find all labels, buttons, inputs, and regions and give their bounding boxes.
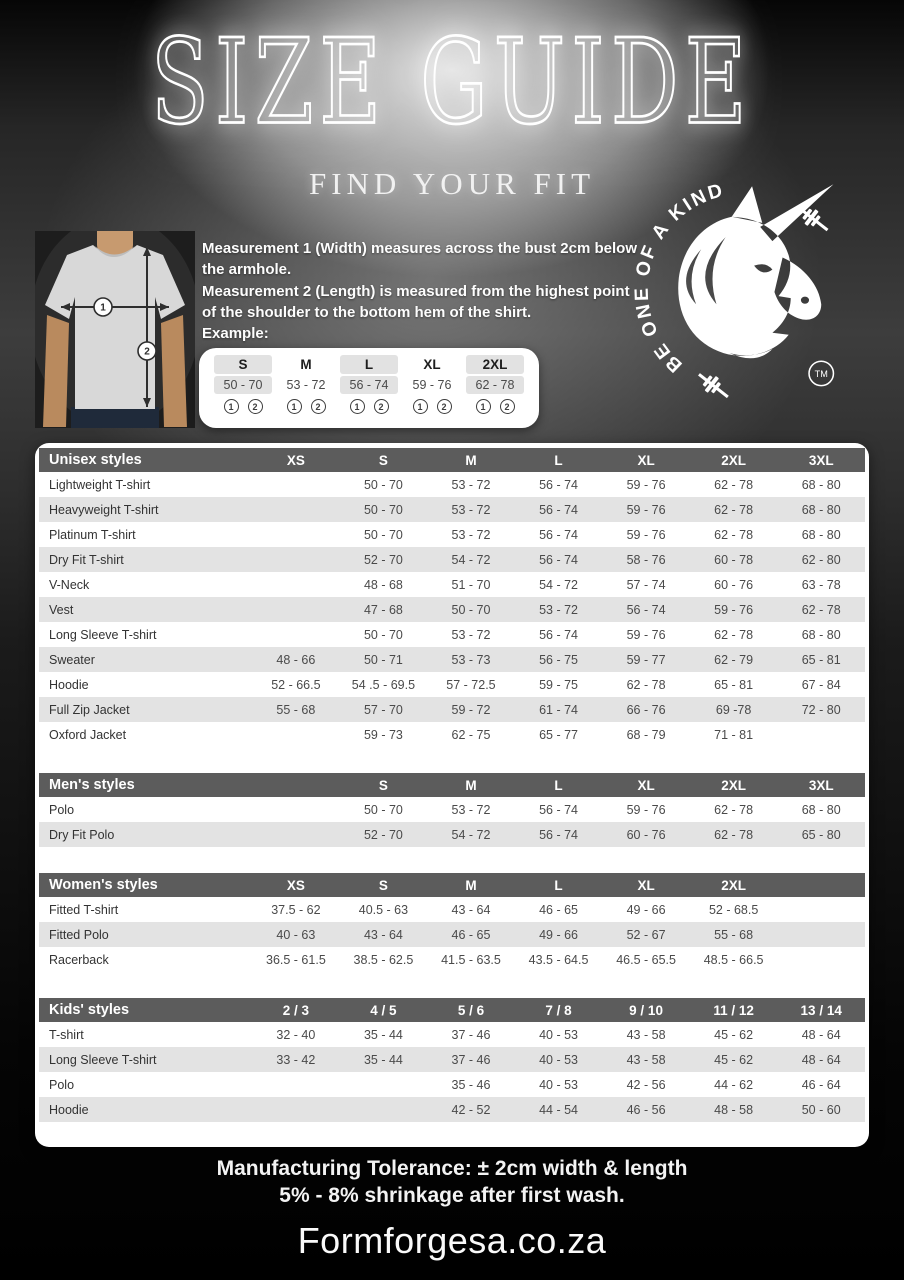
size-range-cell: 56 - 74	[539, 502, 578, 517]
example-size-label: S	[214, 355, 272, 374]
size-range-cell	[252, 497, 340, 522]
size-range-cell: 48 - 66	[276, 652, 316, 667]
size-range-cell: 40 - 63	[276, 927, 316, 942]
table-title: Unisex styles	[39, 448, 252, 472]
example-markers	[476, 399, 515, 414]
measurement-marker: 1	[413, 399, 428, 414]
table-row	[39, 822, 865, 847]
size-range-cell: 62 - 78	[714, 827, 754, 842]
size-range-cell	[252, 522, 340, 547]
column-header: 2 / 3	[252, 998, 340, 1022]
size-range-cell: 46 - 64	[801, 1077, 841, 1092]
size-range-cell: 65 - 81	[801, 652, 841, 667]
page-title-text: SIZE GUIDE	[151, 13, 753, 151]
size-range-cell: 43 - 64	[363, 927, 403, 942]
size-range-cell	[777, 947, 865, 972]
size-range-cell	[777, 722, 865, 747]
page-subtitle: FIND YOUR FIT	[308, 166, 596, 201]
measurement-marker: 2	[311, 399, 326, 414]
trademark-badge	[809, 361, 833, 385]
row-label: Heavyweight T-shirt	[49, 502, 159, 517]
row-label: Dry Fit T-shirt	[49, 552, 124, 567]
size-range-cell: 62 - 80	[801, 552, 841, 567]
left-arm	[43, 315, 69, 427]
example-size-range: 56 - 74	[340, 376, 398, 394]
footer	[0, 1154, 904, 1262]
size-range-cell: 62 - 79	[714, 652, 754, 667]
size-range-cell: 49 - 66	[539, 927, 578, 942]
table-row	[39, 947, 865, 972]
row-label: Fitted Polo	[49, 927, 109, 942]
unicorn-logo	[630, 172, 866, 408]
column-header: M	[427, 448, 515, 472]
size-range-cell	[252, 622, 340, 647]
size-range-cell: 36.5 - 61.5	[266, 952, 326, 967]
row-label: Racerback	[49, 952, 109, 967]
instruction-line-1: Measurement 1 (Width) measures across the bust 2cm below the armhole.	[202, 240, 637, 279]
column-header: L	[515, 873, 603, 897]
size-range-cell: 43 - 64	[451, 902, 491, 917]
size-range-cell: 53 - 72	[451, 627, 491, 642]
size-range-cell: 38.5 - 62.5	[353, 952, 414, 967]
size-range-cell	[340, 1072, 428, 1097]
size-range-cell: 53 - 72	[451, 802, 491, 817]
size-range-cell	[252, 797, 340, 822]
measurement-marker: 1	[476, 399, 491, 414]
measurement-marker: 1	[224, 399, 239, 414]
table-row	[39, 1072, 865, 1097]
column-header: 7 / 8	[515, 998, 603, 1022]
size-range-cell: 50 - 70	[451, 602, 491, 617]
table-row	[39, 522, 865, 547]
table-header-row	[39, 998, 865, 1022]
dumbbell-icon	[693, 367, 733, 404]
size-range-cell: 40 - 53	[539, 1052, 578, 1067]
shrinkage-note: 5% - 8% shrinkage after first wash.	[279, 1184, 625, 1207]
size-range-cell: 59 - 76	[626, 527, 666, 542]
column-header: 9 / 10	[602, 998, 690, 1022]
size-range-cell: 65 - 80	[801, 827, 841, 842]
size-table-womens	[39, 873, 865, 972]
size-range-cell: 69 -78	[715, 702, 752, 717]
table-row	[39, 647, 865, 672]
size-range-cell: 42 - 52	[451, 1102, 491, 1117]
size-range-cell: 33 - 42	[276, 1052, 316, 1067]
table-row	[39, 572, 865, 597]
size-range-cell: 59 - 76	[626, 502, 666, 517]
size-range-cell: 46.5 - 65.5	[616, 952, 676, 967]
tshirt-measurement-photo	[35, 231, 195, 428]
column-header	[777, 873, 865, 897]
column-header: 5 / 6	[427, 998, 515, 1022]
measurement-marker: 2	[248, 399, 263, 414]
page-title	[0, 13, 904, 151]
row-label: Polo	[49, 1077, 75, 1092]
size-table-mens	[39, 773, 865, 847]
size-range-cell: 40.5 - 63	[358, 902, 409, 917]
example-size-card	[199, 348, 539, 428]
example-markers	[413, 399, 452, 414]
size-range-cell: 62 - 78	[626, 677, 666, 692]
size-range-cell: 51 - 70	[451, 577, 491, 592]
row-label: Sweater	[49, 652, 95, 667]
measurement-marker: 2	[374, 399, 389, 414]
size-range-cell: 35 - 46	[451, 1077, 491, 1092]
size-range-cell: 68 - 80	[801, 527, 841, 542]
row-label: Full Zip Jacket	[49, 702, 130, 717]
column-header: S	[340, 448, 428, 472]
table-row	[39, 1022, 865, 1047]
example-size-label: M	[300, 357, 312, 372]
size-range-cell: 48 - 68	[363, 577, 403, 592]
column-header: L	[515, 448, 603, 472]
table-row	[39, 597, 865, 622]
size-range-cell: 54 - 72	[451, 552, 491, 567]
column-header: 11 / 12	[690, 998, 778, 1022]
column-header: S	[340, 773, 428, 797]
size-range-cell: 68 - 80	[801, 802, 841, 817]
size-range-cell: 59 - 76	[626, 627, 666, 642]
table-row	[39, 622, 865, 647]
example-size-range: 50 - 70	[214, 376, 272, 394]
size-range-cell: 46 - 65	[539, 902, 578, 917]
column-header: 2XL	[690, 873, 778, 897]
table-title: Women's styles	[39, 873, 252, 897]
size-range-cell: 37 - 46	[451, 1052, 491, 1067]
size-range-cell	[252, 597, 340, 622]
size-range-cell: 50 - 70	[363, 627, 403, 642]
table-row	[39, 672, 865, 697]
size-range-cell: 37 - 46	[451, 1027, 491, 1042]
size-range-cell: 53 - 72	[451, 502, 491, 517]
size-range-cell: 40 - 53	[539, 1027, 578, 1042]
size-range-cell: 53 - 72	[451, 527, 491, 542]
size-range-cell: 63 - 78	[801, 577, 841, 592]
size-range-cell: 50 - 70	[363, 502, 403, 517]
row-label: V-Neck	[49, 577, 90, 592]
size-range-cell	[252, 572, 340, 597]
instruction-example-label: Example:	[202, 325, 269, 343]
column-header: S	[340, 873, 428, 897]
size-range-cell: 43 - 58	[626, 1052, 666, 1067]
marker-1-label: 1	[100, 302, 106, 314]
size-range-cell: 72 - 80	[801, 702, 841, 717]
size-range-cell: 46 - 65	[451, 927, 491, 942]
size-range-cell: 53 - 72	[451, 477, 491, 492]
example-markers	[224, 399, 263, 414]
size-range-cell: 65 - 77	[539, 727, 578, 742]
tolerance-note: Manufacturing Tolerance: ± 2cm width & length	[216, 1157, 688, 1180]
size-range-cell: 56 - 74	[539, 552, 578, 567]
size-range-cell: 44 - 62	[714, 1077, 754, 1092]
size-range-cell: 62 - 78	[714, 477, 754, 492]
size-range-cell: 59 - 76	[626, 477, 666, 492]
size-range-cell: 61 - 74	[539, 702, 578, 717]
row-label: Hoodie	[49, 1102, 89, 1117]
size-range-cell: 68 - 80	[801, 477, 841, 492]
measurement-marker: 2	[500, 399, 515, 414]
example-markers	[287, 399, 326, 414]
size-range-cell	[252, 1072, 340, 1097]
size-range-cell: 52 - 70	[363, 827, 403, 842]
size-table-unisex	[39, 448, 865, 747]
table-row	[39, 1097, 865, 1122]
measurement-marker: 1	[287, 399, 302, 414]
table-header-row	[39, 773, 865, 797]
measurement-marker: 1	[350, 399, 365, 414]
size-table-kids	[39, 998, 865, 1122]
size-range-cell: 41.5 - 63.5	[441, 952, 501, 967]
row-label: Polo	[49, 802, 75, 817]
table-header-row	[39, 873, 865, 897]
example-size-range: 62 - 78	[466, 376, 524, 394]
logo-circle-text: BE ONE OF A KIND	[631, 179, 728, 376]
table-row	[39, 922, 865, 947]
size-range-cell: 43 - 58	[626, 1027, 666, 1042]
website-url: Formforgesa.co.za	[297, 1220, 607, 1261]
size-range-cell: 60 - 76	[714, 577, 754, 592]
size-range-cell: 54 - 72	[451, 827, 491, 842]
size-range-cell: 44 - 54	[539, 1102, 578, 1117]
column-header: XL	[602, 773, 690, 797]
table-title: Kids' styles	[39, 998, 252, 1022]
column-header: XL	[602, 448, 690, 472]
size-range-cell: 59 - 76	[626, 802, 666, 817]
size-range-cell: 56 - 74	[539, 527, 578, 542]
size-range-cell: 59 - 73	[363, 727, 403, 742]
table-row	[39, 697, 865, 722]
size-range-cell: 56 - 75	[539, 652, 578, 667]
size-range-cell: 57 - 74	[626, 577, 666, 592]
size-range-cell	[252, 1097, 340, 1122]
size-range-cell: 54 .5 - 69.5	[351, 677, 416, 692]
row-label: Vest	[49, 602, 74, 617]
example-markers	[350, 399, 389, 414]
example-column	[403, 355, 461, 420]
size-range-cell: 37.5 - 62	[271, 902, 321, 917]
size-range-cell: 48 - 58	[714, 1102, 754, 1117]
size-range-cell: 47 - 68	[363, 602, 403, 617]
size-range-cell: 59 - 75	[539, 677, 578, 692]
size-range-cell: 62 - 78	[714, 502, 754, 517]
size-range-cell	[252, 472, 340, 497]
size-range-cell: 56 - 74	[626, 602, 666, 617]
size-range-cell: 48 - 64	[801, 1027, 841, 1042]
row-label: Hoodie	[49, 677, 89, 692]
size-range-cell: 42 - 56	[626, 1077, 666, 1092]
size-range-cell: 54 - 72	[539, 577, 578, 592]
column-header: 3XL	[777, 773, 865, 797]
marker-2-label: 2	[144, 346, 150, 358]
size-range-cell	[252, 822, 340, 847]
size-range-cell: 46 - 56	[626, 1102, 666, 1117]
size-range-cell: 53 - 73	[451, 652, 491, 667]
table-row	[39, 472, 865, 497]
size-tables-card	[35, 443, 869, 1147]
size-range-cell: 49 - 66	[626, 902, 666, 917]
column-header	[252, 773, 340, 797]
example-column	[466, 355, 524, 420]
example-size-label: XL	[423, 357, 441, 372]
table-title: Men's styles	[39, 773, 252, 797]
size-range-cell: 55 - 68	[714, 927, 754, 942]
row-label: Long Sleeve T-shirt	[49, 627, 157, 642]
column-header: M	[427, 773, 515, 797]
size-range-cell: 50 - 70	[363, 477, 403, 492]
size-range-cell: 40 - 53	[539, 1077, 578, 1092]
size-range-cell: 62 - 78	[714, 527, 754, 542]
table-row	[39, 797, 865, 822]
column-header: 2XL	[690, 448, 778, 472]
size-range-cell: 65 - 81	[714, 677, 754, 692]
column-header: M	[427, 873, 515, 897]
size-range-cell: 55 - 68	[276, 702, 316, 717]
size-range-cell: 59 - 77	[626, 652, 666, 667]
size-range-cell: 60 - 78	[714, 552, 754, 567]
instruction-line-2: Measurement 2 (Length) is measured from the highest point of the shoulder to the bottom hem of the shirt.	[202, 282, 630, 321]
column-header: XS	[252, 873, 340, 897]
size-range-cell: 67 - 84	[801, 677, 841, 692]
column-header: XL	[602, 873, 690, 897]
row-label: Dry Fit Polo	[49, 827, 115, 842]
size-range-cell: 62 - 78	[714, 802, 754, 817]
row-label: Oxford Jacket	[49, 727, 127, 742]
column-header: 13 / 14	[777, 998, 865, 1022]
size-range-cell: 52 - 67	[626, 927, 666, 942]
measurement-marker: 2	[437, 399, 452, 414]
table-row	[39, 1047, 865, 1072]
size-range-cell: 50 - 71	[363, 652, 403, 667]
trademark-text: TM	[814, 368, 828, 379]
example-column	[277, 355, 335, 420]
size-range-cell: 45 - 62	[714, 1052, 754, 1067]
size-range-cell: 35 - 44	[363, 1027, 403, 1042]
size-range-cell	[252, 547, 340, 572]
size-range-cell: 68 - 79	[626, 727, 666, 742]
column-header: L	[515, 773, 603, 797]
size-range-cell	[340, 1097, 428, 1122]
size-range-cell: 57 - 70	[363, 702, 403, 717]
example-size-range: 53 - 72	[286, 378, 326, 392]
size-range-cell: 50 - 70	[363, 527, 403, 542]
example-size-label: L	[340, 355, 398, 374]
size-range-cell: 53 - 72	[539, 602, 578, 617]
row-label: Fitted T-shirt	[49, 902, 119, 917]
size-range-cell: 66 - 76	[626, 702, 666, 717]
table-row	[39, 897, 865, 922]
size-range-cell: 59 - 76	[714, 602, 754, 617]
example-column	[214, 355, 272, 420]
size-range-cell	[777, 922, 865, 947]
size-range-cell: 48.5 - 66.5	[703, 952, 764, 967]
measurement-instructions	[202, 238, 642, 344]
size-range-cell: 56 - 74	[539, 827, 578, 842]
size-range-cell: 50 - 60	[801, 1102, 841, 1117]
brand-logo	[630, 172, 866, 408]
table-row	[39, 497, 865, 522]
size-range-cell	[252, 722, 340, 747]
size-range-cell: 35 - 44	[363, 1052, 403, 1067]
size-range-cell: 48 - 64	[801, 1052, 841, 1067]
size-range-cell: 52 - 66.5	[271, 677, 321, 692]
size-range-cell: 68 - 80	[801, 502, 841, 517]
size-range-cell	[777, 897, 865, 922]
size-range-cell: 56 - 74	[539, 477, 578, 492]
size-range-cell: 32 - 40	[276, 1027, 316, 1042]
tshirt-illustration	[35, 231, 195, 428]
size-range-cell: 56 - 74	[539, 802, 578, 817]
table-row	[39, 547, 865, 572]
column-header: 4 / 5	[340, 998, 428, 1022]
size-range-cell: 62 - 75	[451, 727, 491, 742]
size-range-cell: 71 - 81	[714, 727, 754, 742]
table-header-row	[39, 448, 865, 472]
column-header: XS	[252, 448, 340, 472]
column-header: 2XL	[690, 773, 778, 797]
jeans	[71, 407, 159, 428]
size-range-cell: 60 - 76	[626, 827, 666, 842]
size-range-cell: 68 - 80	[801, 627, 841, 642]
row-label: Long Sleeve T-shirt	[49, 1052, 157, 1067]
size-range-cell: 59 - 72	[451, 702, 491, 717]
size-range-cell: 52 - 68.5	[708, 902, 759, 917]
size-range-cell: 62 - 78	[714, 627, 754, 642]
row-label: Platinum T-shirt	[49, 527, 136, 542]
size-range-cell: 58 - 76	[626, 552, 666, 567]
column-header: 3XL	[777, 448, 865, 472]
row-label: T-shirt	[49, 1027, 84, 1042]
size-range-cell: 45 - 62	[714, 1027, 754, 1042]
size-range-cell: 43.5 - 64.5	[528, 952, 589, 967]
size-range-cell: 62 - 78	[801, 602, 841, 617]
size-range-cell: 52 - 70	[363, 552, 403, 567]
table-row	[39, 722, 865, 747]
right-arm	[161, 315, 187, 427]
example-column	[340, 355, 398, 420]
example-size-label: 2XL	[466, 355, 524, 374]
row-label: Lightweight T-shirt	[49, 477, 151, 492]
size-range-cell: 57 - 72.5	[446, 677, 496, 692]
size-range-cell: 50 - 70	[363, 802, 403, 817]
example-size-range: 59 - 76	[412, 378, 452, 392]
size-range-cell: 56 - 74	[539, 627, 578, 642]
